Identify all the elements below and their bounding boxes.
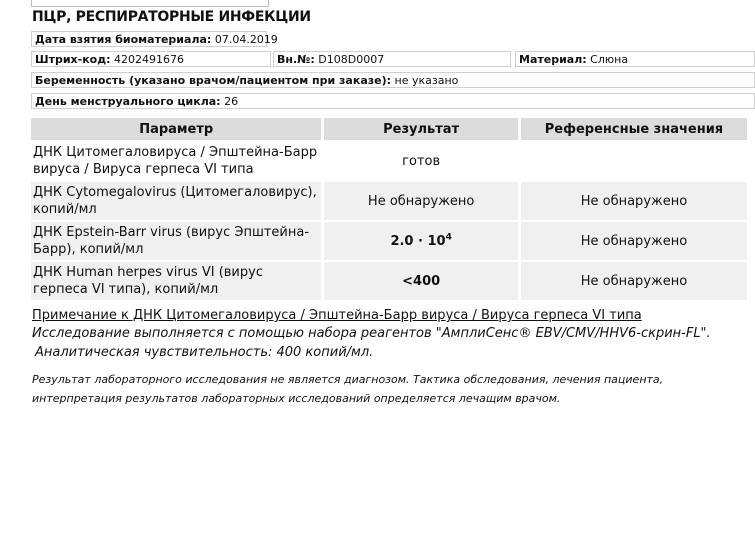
collection-date-field [31, 31, 278, 47]
internal-number-field [273, 51, 511, 67]
collection-date-value: 07.04.2019 [214, 33, 278, 46]
cycle-day-value: 26 [224, 95, 239, 108]
reference-cell: Не обнаружено [521, 222, 747, 260]
parameter-cell: ДНК Human herpes virus VI (вирус герпеса VI типа), копий/мл [31, 262, 321, 300]
parameter-cell: ДНК Цитомегаловируса / Эпштейна-Барр вируса / Вируса герпеса VI типа [31, 142, 321, 180]
column-header-parameter: Параметр [31, 118, 321, 140]
section-title: ПЦР, РЕСПИРАТОРНЫЕ ИНФЕКЦИИ [32, 9, 311, 25]
header-remnant-box [31, 0, 269, 7]
internal-number-label: Вн.№: [277, 53, 315, 66]
reference-cell [521, 142, 747, 180]
note-title: Примечание к ДНК Цитомегаловируса / Эпштейна-Барр вируса / Вируса герпеса VI типа [32, 308, 642, 323]
table-row [31, 262, 747, 300]
column-header-result: Результат [324, 118, 517, 140]
table-row [31, 182, 747, 220]
result-cell: Не обнаружено [324, 182, 517, 220]
pregnancy-field [31, 72, 755, 88]
pregnancy-label: Беременность (указано врачом/пациентом при заказе): [35, 74, 392, 87]
reference-cell: Не обнаружено [521, 262, 747, 300]
table-row [31, 142, 747, 180]
cycle-day-field [31, 93, 755, 109]
table-row [31, 222, 747, 260]
result-cell: <400 [324, 262, 517, 300]
internal-number-value: D108D0007 [318, 53, 385, 66]
results-table [28, 116, 750, 302]
note-method-text: Исследование выполняется с помощью набора реагентов "АмплиСенс® EBV/CMV/HHV6-скрин-FL". [32, 326, 711, 341]
parameter-cell: ДНК Epstein-Barr virus (вирус Эпштейна-Барр), копий/мл [31, 222, 321, 260]
result-cell: готов [324, 142, 517, 180]
parameter-cell: ДНК Cytomegalovirus (Цитомегаловирус), копий/мл [31, 182, 321, 220]
material-value: Слюна [590, 53, 629, 66]
barcode-value: 4202491676 [114, 53, 185, 66]
material-field [515, 51, 755, 67]
material-label: Материал: [519, 53, 587, 66]
barcode-field [31, 51, 271, 67]
result-mantissa: 2.0 · 10 [390, 233, 446, 249]
column-header-reference: Референсные значения [521, 118, 747, 140]
table-header-row [31, 118, 747, 140]
pregnancy-value: не указано [394, 74, 459, 87]
barcode-label: Штрих-код: [35, 53, 111, 66]
reference-cell: Не обнаружено [521, 182, 747, 220]
note-sensitivity-text: Аналитическая чувствительность: 400 копий/мл. [35, 345, 374, 360]
cycle-day-label: День менструального цикла: [35, 95, 221, 108]
result-cell [324, 222, 517, 260]
collection-date-label: Дата взятия биоматериала: [35, 33, 212, 46]
result-exponent: 4 [445, 232, 452, 243]
disclaimer-text: Результат лабораторного исследования не является диагнозом. Тактика обследования, лечения пациента, интерпретация результатов лабораторных исследований определяется лечащим врачом. [32, 373, 664, 405]
